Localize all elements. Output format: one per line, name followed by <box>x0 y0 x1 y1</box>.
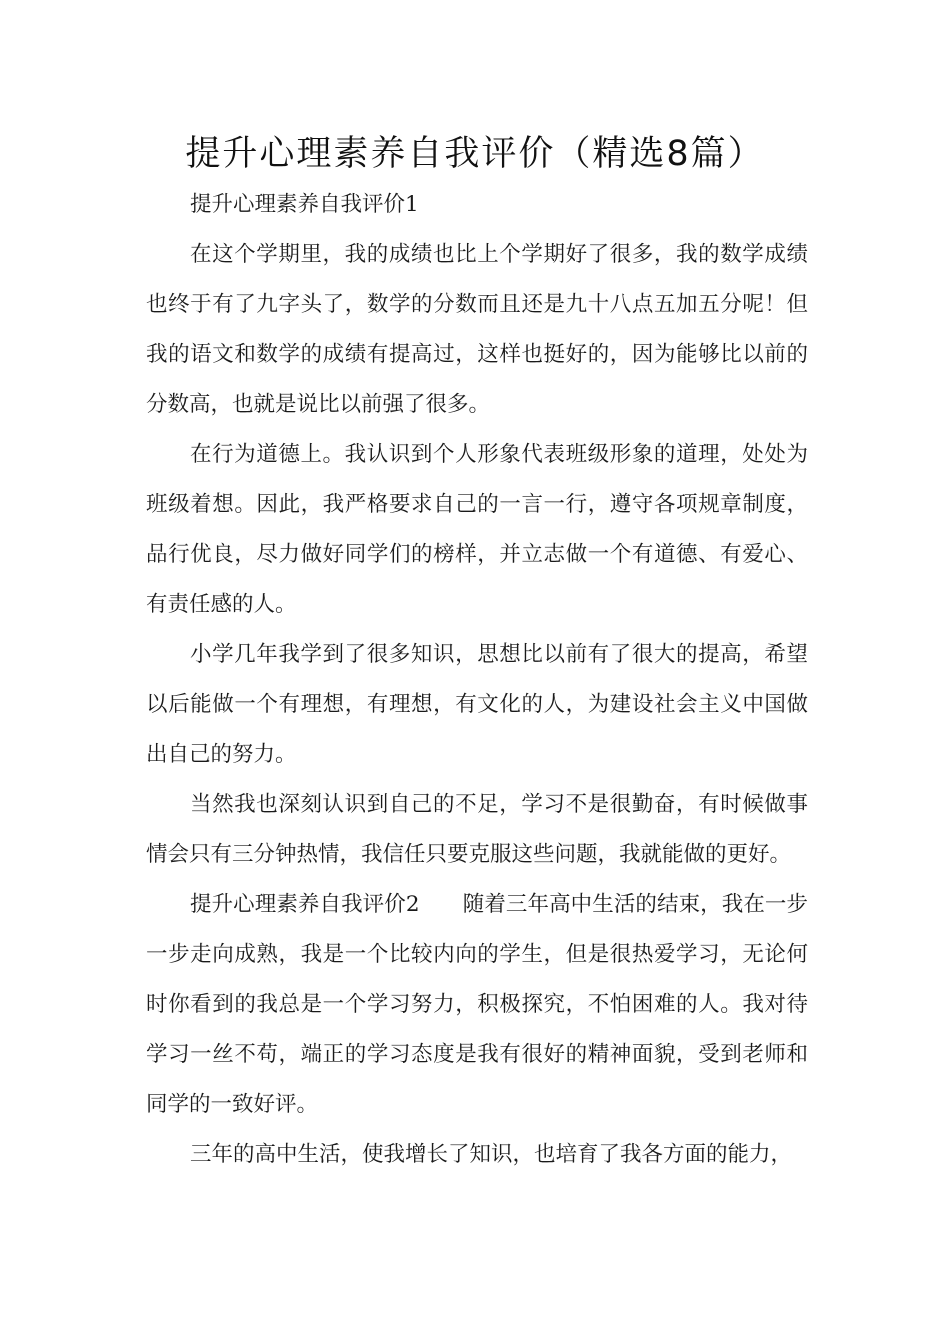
document-body <box>146 180 808 1180</box>
paragraph: 小学几年我学到了很多知识，思想比以前有了很大的提高，希望以后能做一个有理想，有理想，有文化的人，为建设社会主义中国做出自己的努力。 <box>146 642 808 767</box>
section-heading-1: 提升心理素养自我评价1 <box>190 192 419 217</box>
paragraph: 在行为道德上。我认识到个人形象代表班级形象的道理，处处为班级着想。因此，我严格要求自己的一言一行，遵守各项规章制度，品行优良，尽力做好同学们的榜样，并立志做一个有道德、有爱心、有责任感的人。 <box>146 442 808 617</box>
document-title: 提升心理素养自我评价（精选8篇） <box>185 134 765 174</box>
paragraph: 在这个学期里，我的成绩也比上个学期好了很多，我的数学成绩也终于有了九字头了，数学的分数而且还是九十八点五加五分呢！但我的语文和数学的成绩有提高过，这样也挺好的，因为能够比以前的分数高，也就是说比以前强了很多。 <box>146 242 808 417</box>
paragraph: 三年的高中生活，使我增长了知识，也培育了我各方面的能力， <box>190 1142 793 1167</box>
section-heading-2-paragraph: 提升心理素养自我评价2 随着三年高中生活的结束，我在一步一步走向成熟，我是一个比较内向的学生，但是很热爱学习，无论何时你看到的我总是一个学习努力，积极探究，不怕困难的人。我对待学习一丝不苟，端正的学习态度是我有很好的精神面貌，受到老师和同学的一致好评。 <box>146 892 808 1117</box>
paragraph: 当然我也深刻认识到自己的不足，学习不是很勤奋，有时候做事情会只有三分钟热情，我信任只要克服这些问题，我就能做的更好。 <box>146 792 808 867</box>
